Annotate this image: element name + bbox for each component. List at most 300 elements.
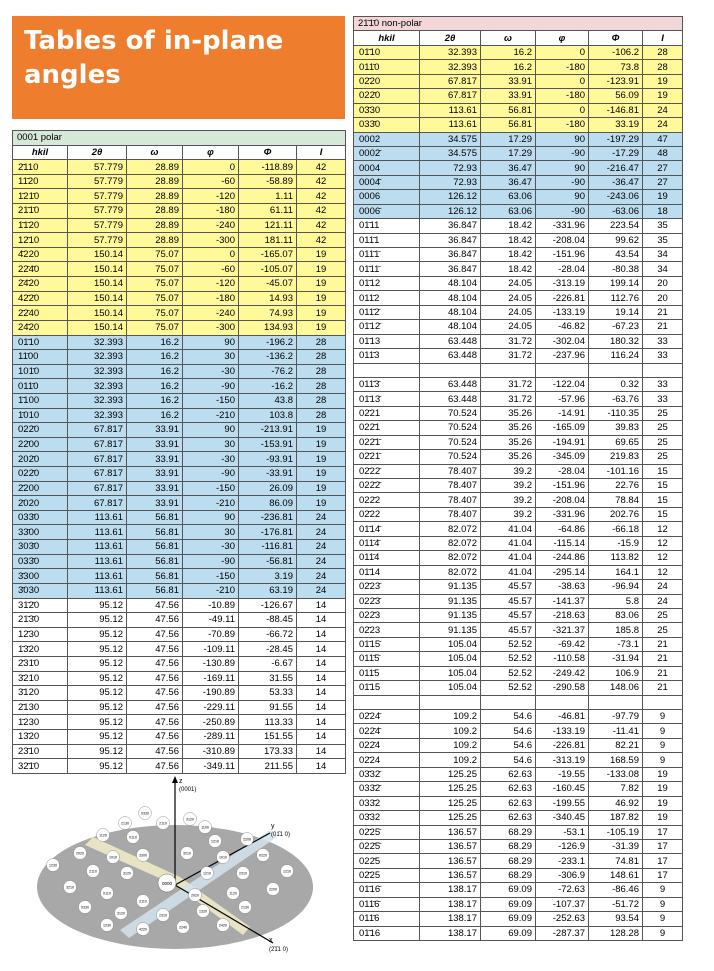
cell-Phi: -146.81 [589,103,643,117]
cell-hkil: 011̄4 [354,551,420,565]
cell-phi: -109.11 [183,642,239,657]
cell-intensity: 19 [297,452,346,467]
cell-2theta: 150.14 [68,320,127,335]
cell-phi: 90 [536,190,589,204]
cell-2theta: 36.847 [420,233,481,247]
page-title-banner [12,16,345,119]
cell-2theta: 113.61 [68,510,127,525]
cell-hkil: 42̄2̄0 [13,291,68,306]
cell-hkil: 101̄0 [13,364,68,379]
cell-2theta: 82.072 [420,536,481,550]
cell-hkil: 02̄25̄ [354,825,420,839]
cell-Phi: -76.2 [239,364,297,379]
cell-phi: -90 [183,554,239,569]
table-row [13,277,346,292]
cell-2theta: 126.12 [420,190,481,204]
cell-hkil [354,363,420,377]
polar-table-body [13,160,346,774]
cell-Phi: 33.19 [589,118,643,132]
diffraction-spot-label: 1210 [211,839,219,844]
table-row [354,262,683,276]
table-row [13,700,346,715]
cell-Phi [589,695,643,709]
cell-hkil: 0004 [354,161,420,175]
cell-intensity: 9 [643,883,683,897]
cell-hkil: 01̄13̄ [354,392,420,406]
cell-phi: -19.55 [536,767,589,781]
cell-intensity: 12 [643,565,683,579]
cell-hkil: 011̄5̄ [354,652,420,666]
cell-omega: 45.57 [481,580,536,594]
cell-omega: 62.63 [481,767,536,781]
table-row [13,437,346,452]
cell-omega: 16.2 [127,408,183,423]
cell-phi: -60 [183,262,239,277]
cell-phi: -110.58 [536,652,589,666]
cell-omega: 16.2 [127,350,183,365]
cell-intensity: 19 [297,247,346,262]
cell-intensity: 24 [643,103,683,117]
cell-phi: -133.19 [536,724,589,738]
table-row [354,507,683,521]
cell-intensity: 34 [643,262,683,276]
cell-hkil: 011̄5 [354,666,420,680]
cell-phi: -122.04 [536,377,589,391]
table-row [13,174,346,189]
cell-omega: 54.6 [481,738,536,752]
cell-2theta: 138.17 [420,912,481,926]
col-header-phi: φ [183,145,239,160]
table-row [13,189,346,204]
cell-phi: -57.96 [536,392,589,406]
table-row [354,796,683,810]
cell-hkil: 2̄020 [13,496,68,511]
cell-omega: 68.29 [481,839,536,853]
cell-intensity: 47 [643,132,683,146]
cell-Phi: -66.18 [589,522,643,536]
cell-Phi: -6.67 [239,656,297,671]
cell-2theta [420,695,481,709]
cell-2theta: 136.57 [420,854,481,868]
cell-intensity: 19 [297,423,346,438]
cell-phi: -120 [183,189,239,204]
cell-intensity: 9 [643,912,683,926]
cell-hkil: 2̄31̄0 [13,656,68,671]
cell-2theta: 63.448 [420,334,481,348]
table-row [354,839,683,853]
cell-intensity: 19 [297,437,346,452]
cell-phi: 90 [183,510,239,525]
table-row [13,569,346,584]
cell-2theta: 91.135 [420,580,481,594]
cell-2theta: 57.779 [68,174,127,189]
diffraction-spot-label: 3210 [66,885,74,890]
table-row [354,883,683,897]
cell-phi: -133.19 [536,305,589,319]
cell-2theta: 34.575 [420,146,481,160]
table-row [354,291,683,305]
diffraction-spot-label: 2020 [191,893,199,898]
cell-phi: -210 [183,496,239,511]
nonpolar-table-header-row [354,31,683,45]
cell-intensity: 14 [297,700,346,715]
cell-omega: 47.56 [127,715,183,730]
cell-hkil: 022̄2̄ [354,479,420,493]
diffraction-spot-label: 1210 [283,869,291,874]
cell-2theta: 63.448 [420,349,481,363]
cell-omega: 33.91 [481,74,536,88]
cell-intensity: 14 [297,656,346,671]
cell-omega: 56.81 [481,103,536,117]
cell-phi: -120 [183,277,239,292]
col-header-phi: φ [536,31,589,45]
table-row [354,652,683,666]
cell-phi: -53.1 [536,825,589,839]
cell-intensity: 14 [297,613,346,628]
cell-phi: -90 [183,379,239,394]
table-row [354,551,683,565]
table-row [13,540,346,555]
cell-phi: -115.14 [536,536,589,550]
cell-hkil: 01̄10 [13,335,68,350]
cell-phi: -199.55 [536,796,589,810]
cell-intensity: 12 [643,551,683,565]
cell-2theta: 91.135 [420,594,481,608]
cell-phi: -46.82 [536,320,589,334]
cell-2theta: 95.12 [68,700,127,715]
cell-omega: 47.56 [127,729,183,744]
cell-2theta: 48.104 [420,291,481,305]
cell-Phi: 74.93 [239,306,297,321]
cell-omega: 54.6 [481,710,536,724]
cell-2theta: 150.14 [68,262,127,277]
cell-intensity: 19 [297,291,346,306]
table-row [354,522,683,536]
cell-hkil: 2̄110 [13,160,68,175]
table-row [354,103,683,117]
table-row [13,364,346,379]
cell-2theta [420,363,481,377]
col-header-Phi: Φ [239,145,297,160]
cell-omega: 33.91 [127,481,183,496]
cell-phi: -180 [536,60,589,74]
table-row [354,825,683,839]
cell-2theta: 57.779 [68,218,127,233]
cell-omega: 52.52 [481,637,536,651]
table-row [354,248,683,262]
cell-Phi: -88.45 [239,613,297,628]
cell-omega: 35.26 [481,406,536,420]
cell-phi: -180 [536,118,589,132]
col-header-omega: ω [127,145,183,160]
table-row [354,738,683,752]
cell-intensity: 19 [643,74,683,88]
diffraction-spot-label: 1230 [103,923,111,928]
table-row [13,350,346,365]
cell-phi: -70.89 [183,627,239,642]
table-row [13,744,346,759]
nonpolar-table-caption: 21̄1̄0 non-polar [354,17,683,31]
cell-2theta: 36.847 [420,219,481,233]
cell-Phi: 148.61 [589,868,643,882]
cell-2theta: 78.407 [420,493,481,507]
cell-intensity: 25 [643,435,683,449]
cell-phi: -349.11 [183,759,239,774]
table-row [354,146,683,160]
diffraction-spot-label: 3120 [123,871,131,876]
page-title: Tables of in-plane angles [24,26,284,90]
cell-omega: 24.05 [481,291,536,305]
col-header-2theta: 2θ [68,145,127,160]
cell-2theta: 138.17 [420,926,481,940]
cell-Phi: -51.72 [589,897,643,911]
cell-intensity: 17 [643,839,683,853]
cell-hkil: 31̄2̄0 [13,598,68,613]
table-row [354,305,683,319]
polar-angle-table [12,130,346,774]
cell-hkil [354,695,420,709]
cell-omega: 28.89 [127,204,183,219]
cell-Phi: -165.07 [239,247,297,262]
cell-intensity: 19 [643,89,683,103]
cell-2theta: 105.04 [420,637,481,651]
diffraction-spot-label: 2110 [159,821,167,826]
cell-2theta: 67.817 [420,89,481,103]
cell-2theta: 32.393 [420,45,481,59]
cell-omega: 47.56 [127,759,183,774]
z-axis-index: (0001) [179,787,197,793]
cell-intensity: 14 [297,729,346,744]
cell-Phi: -97.79 [589,710,643,724]
cell-Phi: 39.83 [589,421,643,435]
cell-phi: -226.81 [536,738,589,752]
cell-Phi: -33.91 [239,467,297,482]
cell-2theta: 32.393 [68,408,127,423]
cell-Phi: 86.09 [239,496,297,511]
reciprocal-lattice-diagram [25,775,335,965]
cell-phi: 0 [183,160,239,175]
cell-intensity: 18 [643,204,683,218]
cell-hkil: 03̄32̄ [354,767,420,781]
cell-hkil: 022̄5 [354,854,420,868]
cell-intensity: 42 [297,233,346,248]
diffraction-spot-label: 2110 [139,899,147,904]
table-row [354,608,683,622]
cell-2theta: 113.61 [420,103,481,117]
cell-phi: -180 [183,291,239,306]
table-row [13,379,346,394]
cell-2theta: 95.12 [68,715,127,730]
cell-2theta: 78.407 [420,507,481,521]
cell-phi [536,695,589,709]
cell-hkil: 01̄15̄ [354,637,420,651]
cell-hkil: 01̄13 [354,334,420,348]
cell-Phi: 199.14 [589,276,643,290]
diffraction-spot-label: 1120 [229,891,237,896]
cell-omega: 16.2 [127,393,183,408]
cell-omega: 39.2 [481,479,536,493]
cell-Phi: -31.94 [589,652,643,666]
cell-intensity: 15 [643,507,683,521]
table-row [13,160,346,175]
cell-hkil: 011̄2̄ [354,305,420,319]
cell-intensity: 19 [297,306,346,321]
cell-2theta: 67.817 [68,423,127,438]
cell-hkil: 33̄00 [13,525,68,540]
cell-intensity: 35 [643,219,683,233]
cell-Phi: 7.82 [589,782,643,796]
cell-Phi: 164.1 [589,565,643,579]
cell-omega: 33.91 [127,423,183,438]
cell-2theta: 36.847 [420,248,481,262]
cell-omega: 18.42 [481,248,536,262]
cell-omega: 75.07 [127,306,183,321]
cell-2theta: 150.14 [68,291,127,306]
cell-phi: -180 [536,89,589,103]
cell-omega: 41.04 [481,551,536,565]
cell-Phi: 173.33 [239,744,297,759]
cell-phi: -107.37 [536,897,589,911]
cell-hkil: 1̄230 [13,715,68,730]
cell-2theta: 138.17 [420,897,481,911]
cell-intensity: 9 [643,753,683,767]
cell-2theta: 57.779 [68,233,127,248]
table-row [13,715,346,730]
cell-2theta: 109.2 [420,710,481,724]
cell-omega: 47.56 [127,613,183,628]
cell-Phi: 103.8 [239,408,297,423]
cell-intensity: 42 [297,204,346,219]
cell-omega: 52.52 [481,681,536,695]
table-row [13,554,346,569]
cell-phi: 30 [183,350,239,365]
cell-intensity: 24 [643,118,683,132]
nonpolar-table-body [354,45,683,940]
cell-2theta: 48.104 [420,276,481,290]
cell-phi: -306.9 [536,868,589,882]
cell-2theta: 95.12 [68,627,127,642]
col-header-intensity: I [297,145,346,160]
diffraction-spot-label: 0220 [259,853,267,858]
cell-intensity: 28 [297,335,346,350]
cell-omega: 45.57 [481,608,536,622]
cell-omega: 16.2 [127,364,183,379]
cell-omega: 28.89 [127,174,183,189]
cell-2theta: 95.12 [68,744,127,759]
cell-intensity [643,695,683,709]
cell-hkil: 011̄6̄ [354,897,420,911]
cell-2theta: 113.61 [68,583,127,598]
diffraction-spot-label: 1320 [199,909,207,914]
cell-2theta: 78.407 [420,479,481,493]
cell-phi [536,363,589,377]
table-row [354,320,683,334]
cell-hkil: 1̄3̄20 [13,642,68,657]
cell-Phi: -86.46 [589,883,643,897]
nonpolar-angle-table [353,16,683,941]
cell-intensity: 14 [297,598,346,613]
diffraction-spot-label: 0330 [141,811,149,816]
cell-phi: -126.9 [536,839,589,853]
cell-intensity: 19 [643,190,683,204]
cell-hkil: 1̄010 [13,408,68,423]
cell-omega: 31.72 [481,334,536,348]
diffraction-spot-label: 1210 [203,871,211,876]
cell-2theta: 95.12 [68,598,127,613]
cell-phi: -49.11 [183,613,239,628]
cell-hkil: 01̄16 [354,926,420,940]
diffraction-spot-label: 3300 [139,853,147,858]
cell-omega: 63.06 [481,190,536,204]
cell-Phi: -93.91 [239,452,297,467]
cell-omega: 69.09 [481,897,536,911]
cell-omega: 41.04 [481,522,536,536]
cell-2theta: 136.57 [420,868,481,882]
cell-hkil: 022̄0 [354,89,420,103]
cell-omega: 63.06 [481,204,536,218]
cell-2theta: 105.04 [420,681,481,695]
cell-hkil: 02̄23 [354,623,420,637]
table-row [13,262,346,277]
cell-2theta: 113.61 [68,569,127,584]
cell-omega: 56.81 [127,540,183,555]
cell-hkil: 01̄11̄ [354,262,420,276]
cell-2theta: 91.135 [420,608,481,622]
diffraction-spot-label: 2420 [219,923,227,928]
cell-2theta: 125.25 [420,782,481,796]
table-row [13,613,346,628]
cell-phi: -38.63 [536,580,589,594]
cell-Phi: 112.76 [589,291,643,305]
cell-intensity: 42 [297,174,346,189]
cell-phi: -210 [183,583,239,598]
diffraction-spot-label: 2200 [269,887,277,892]
cell-phi: -331.96 [536,507,589,521]
table-row [13,583,346,598]
cell-hkil: 22̄00 [13,437,68,452]
table-row [354,450,683,464]
cell-intensity: 19 [643,767,683,781]
table-row [13,759,346,774]
cell-omega: 18.42 [481,262,536,276]
cell-intensity: 19 [643,796,683,810]
cell-phi: -90 [536,204,589,218]
cell-2theta: 32.393 [68,393,127,408]
table-row [354,377,683,391]
cell-Phi: 91.55 [239,700,297,715]
cell-Phi: 185.8 [589,623,643,637]
cell-2theta: 109.2 [420,753,481,767]
cell-hkil: 2̄130 [13,700,68,715]
cell-intensity: 17 [643,825,683,839]
cell-hkil: 01̄12 [354,276,420,290]
cell-hkil: 01̄12̄ [354,320,420,334]
cell-2theta: 150.14 [68,247,127,262]
cell-hkil: 21̄1̄0 [13,204,68,219]
cell-phi: 0 [183,247,239,262]
cell-2theta: 78.407 [420,464,481,478]
table-row [354,190,683,204]
col-header-2theta: 2θ [420,31,481,45]
cell-phi: -313.19 [536,753,589,767]
cell-phi: 0 [536,45,589,59]
cell-Phi: -73.1 [589,637,643,651]
table-row [354,897,683,911]
cell-omega: 62.63 [481,782,536,796]
cell-phi: -240 [183,306,239,321]
cell-phi: -208.04 [536,233,589,247]
cell-Phi: 181.11 [239,233,297,248]
